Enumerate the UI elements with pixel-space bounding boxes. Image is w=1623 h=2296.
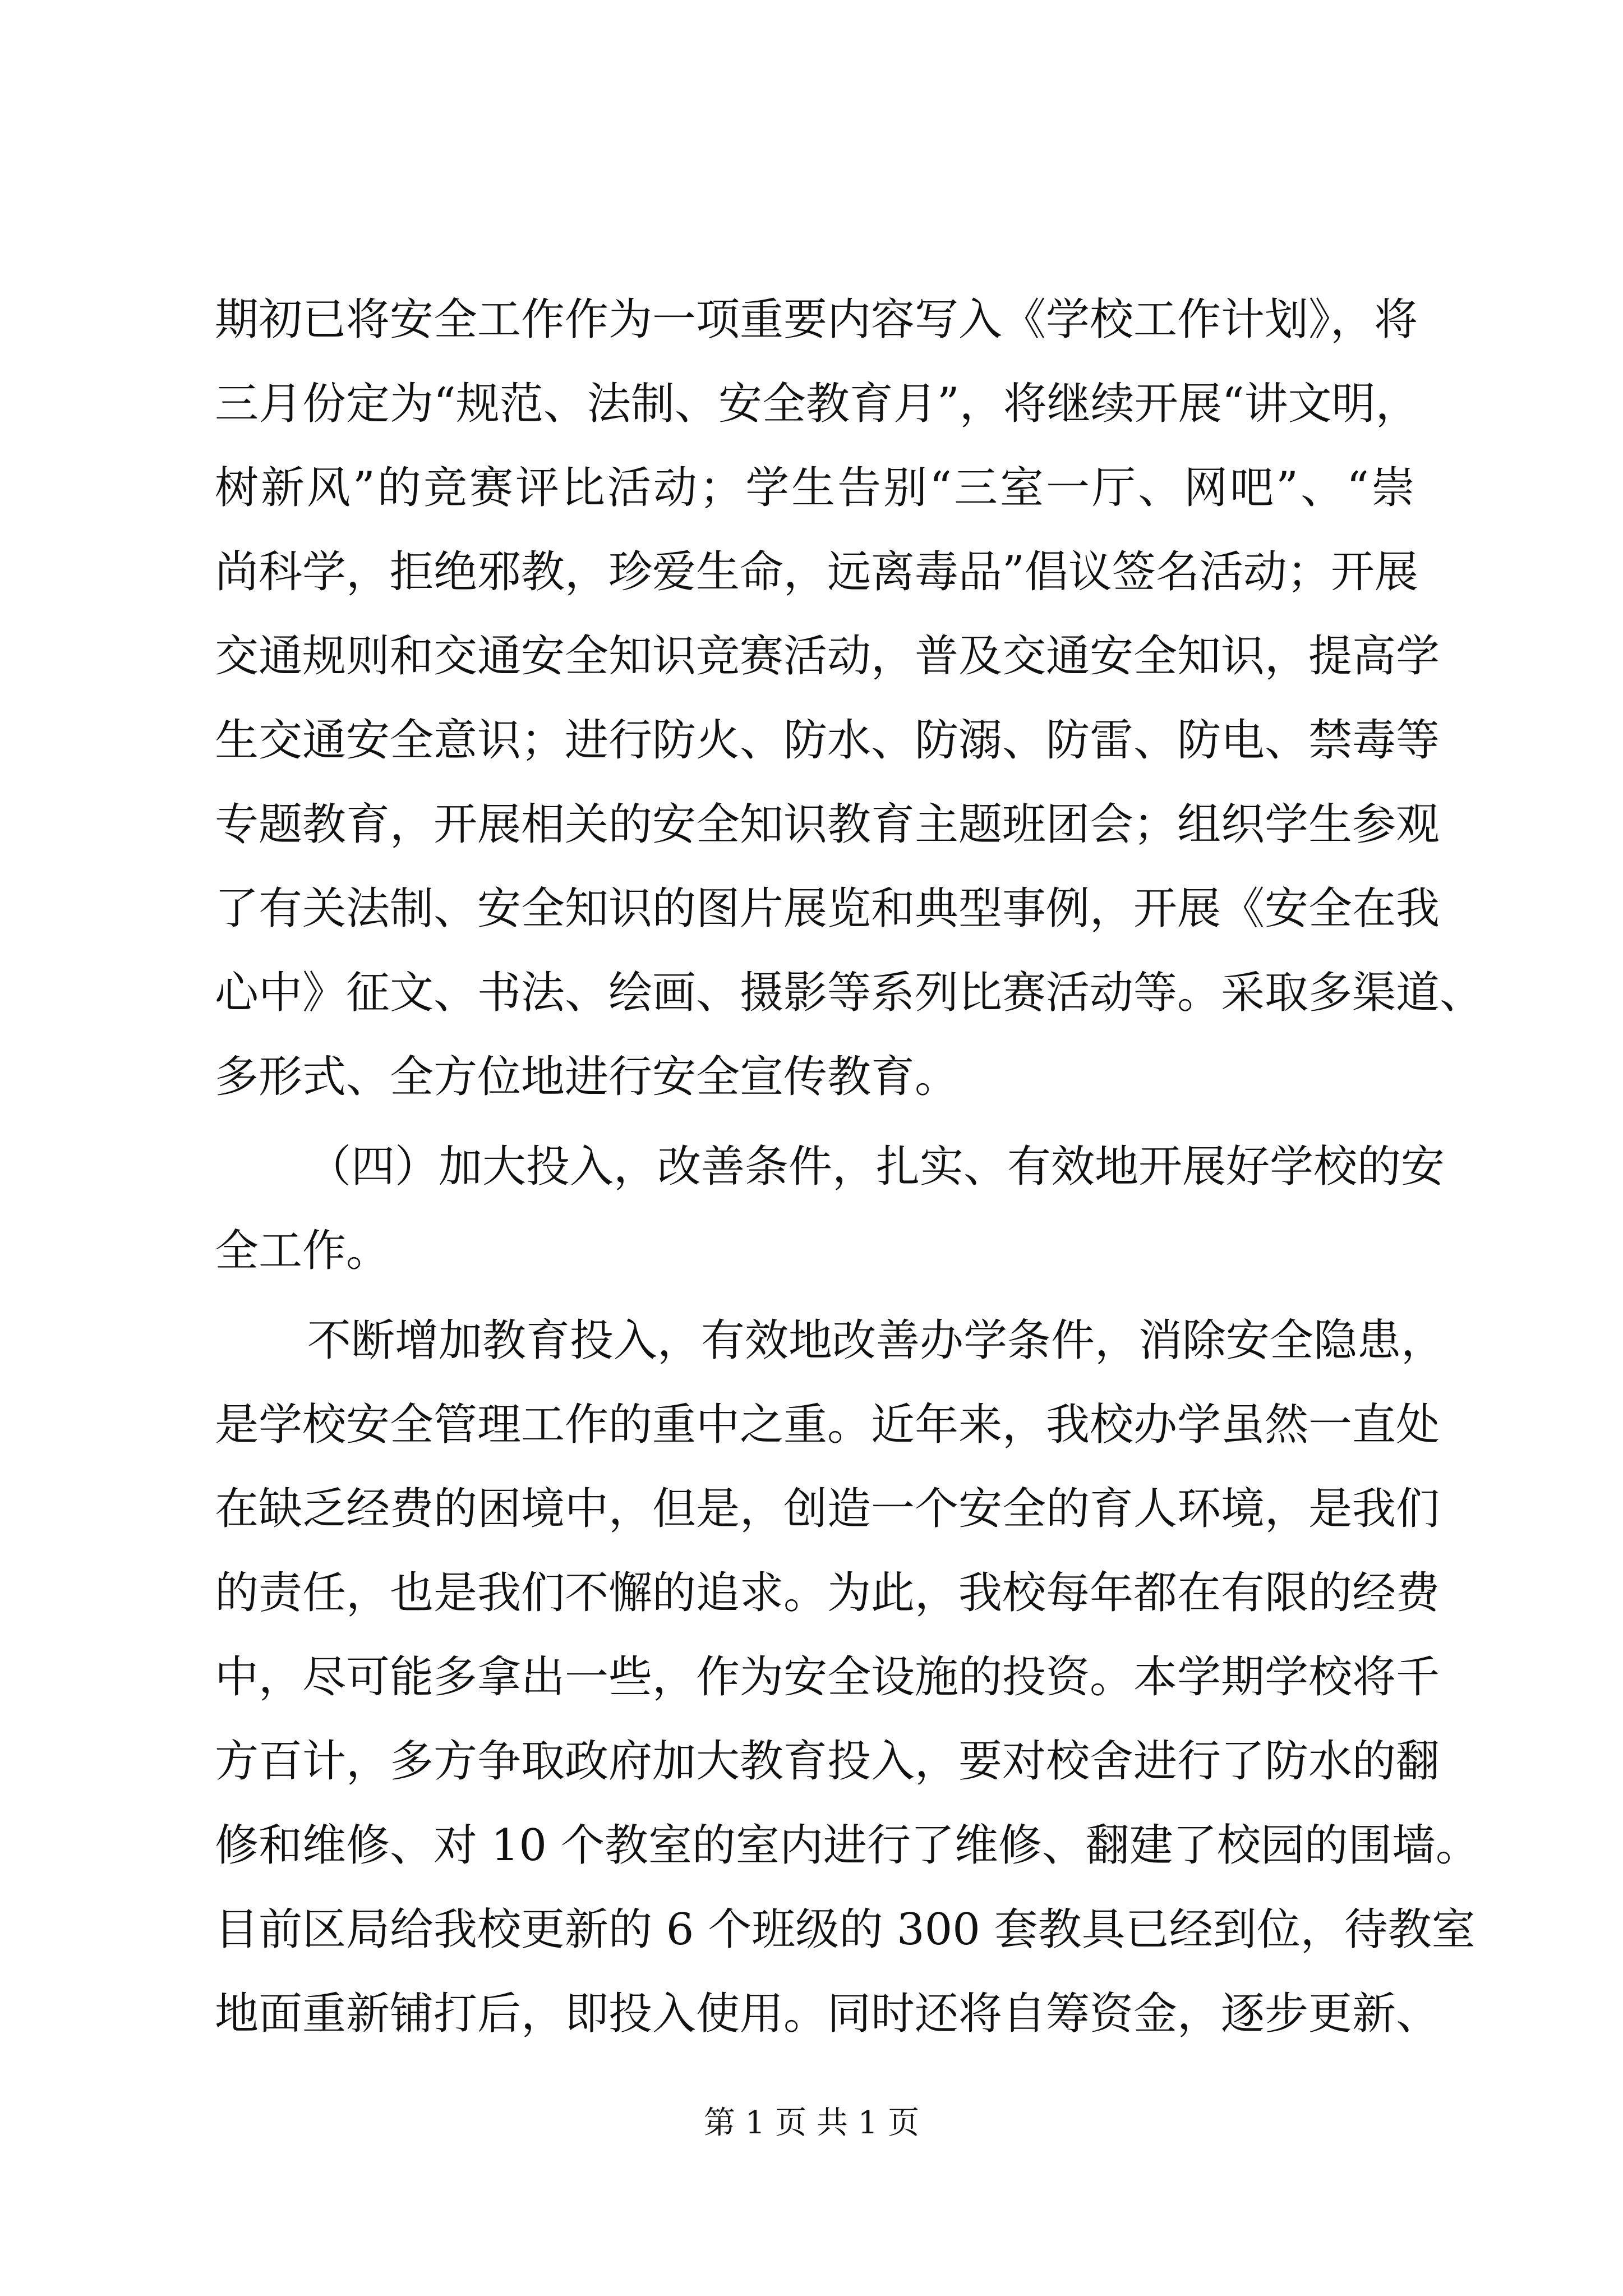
paragraph-line-15: 中，尽可能多拿出一些，作为安全设施的投资。本学期学校将千: [215, 1652, 1440, 1703]
section-heading-line-1: （四）加大投入，改善条件，扎实、有效地开展好学校的安: [307, 1142, 1445, 1192]
paragraph-line-3: 树新风”的竞赛评比活动；学生告别“三室一厅、网吧”、“崇: [215, 463, 1415, 513]
paragraph-line-7: 专题教育，开展相关的安全知识教育主题班团会；组织学生参观: [215, 799, 1440, 850]
page-footer: 第 1 页 共 1 页: [703, 2105, 920, 2141]
paragraph-line-18: 目前区局给我校更新的 6 个班级的 300 套教具已经到位，待教室: [215, 1904, 1476, 1955]
paragraph-line-13: 在缺乏经费的困境中，但是，创造一个安全的育人环境，是我们: [215, 1484, 1440, 1534]
paragraph-line-10: 多形式、全方位地进行安全宣传教育。: [215, 1052, 959, 1102]
paragraph-line-14: 的责任，也是我们不懈的追求。为此，我校每年都在有限的经费: [215, 1568, 1440, 1618]
paragraph-line-12: 是学校安全管理工作的重中之重。近年来，我校办学虽然一直处: [215, 1400, 1440, 1450]
paragraph-line-1: 期初已将安全工作作为一项重要内容写入《学校工作计划》，将: [215, 295, 1418, 345]
paragraph-line-11: 不断增加教育投入，有效地改善办学条件，消除安全隐患，: [307, 1315, 1445, 1366]
paragraph-line-19: 地面重新铺打后，即投入使用。同时还将自筹资金，逐步更新、: [215, 1989, 1440, 2039]
paragraph-line-17: 修和维修、对 10 个教室的室内进行了维修、翻建了校园的围墙。: [215, 1820, 1479, 1871]
paragraph-line-16: 方百计，多方争取政府加大教育投入，要对校舍进行了防水的翻: [215, 1736, 1440, 1787]
paragraph-line-2: 三月份定为“规范、法制、安全教育月”，将继续开展“讲文明，: [215, 379, 1419, 429]
paragraph-line-6: 生交通安全意识；进行防火、防水、防溺、防雷、防电、禁毒等: [215, 715, 1440, 766]
section-heading-line-2: 全工作。: [215, 1226, 390, 1276]
paragraph-line-9: 心中》征文、书法、绘画、摄影等系列比赛活动等。采取多渠道、: [215, 968, 1484, 1018]
paragraph-line-8: 了有关法制、安全知识的图片展览和典型事例，开展《安全在我: [215, 884, 1440, 934]
paragraph-line-4: 尚科学，拒绝邪教，珍爱生命，远离毒品”倡议签名活动；开展: [215, 547, 1418, 597]
paragraph-line-5: 交通规则和交通安全知识竞赛活动，普及交通安全知识，提高学: [215, 631, 1440, 682]
